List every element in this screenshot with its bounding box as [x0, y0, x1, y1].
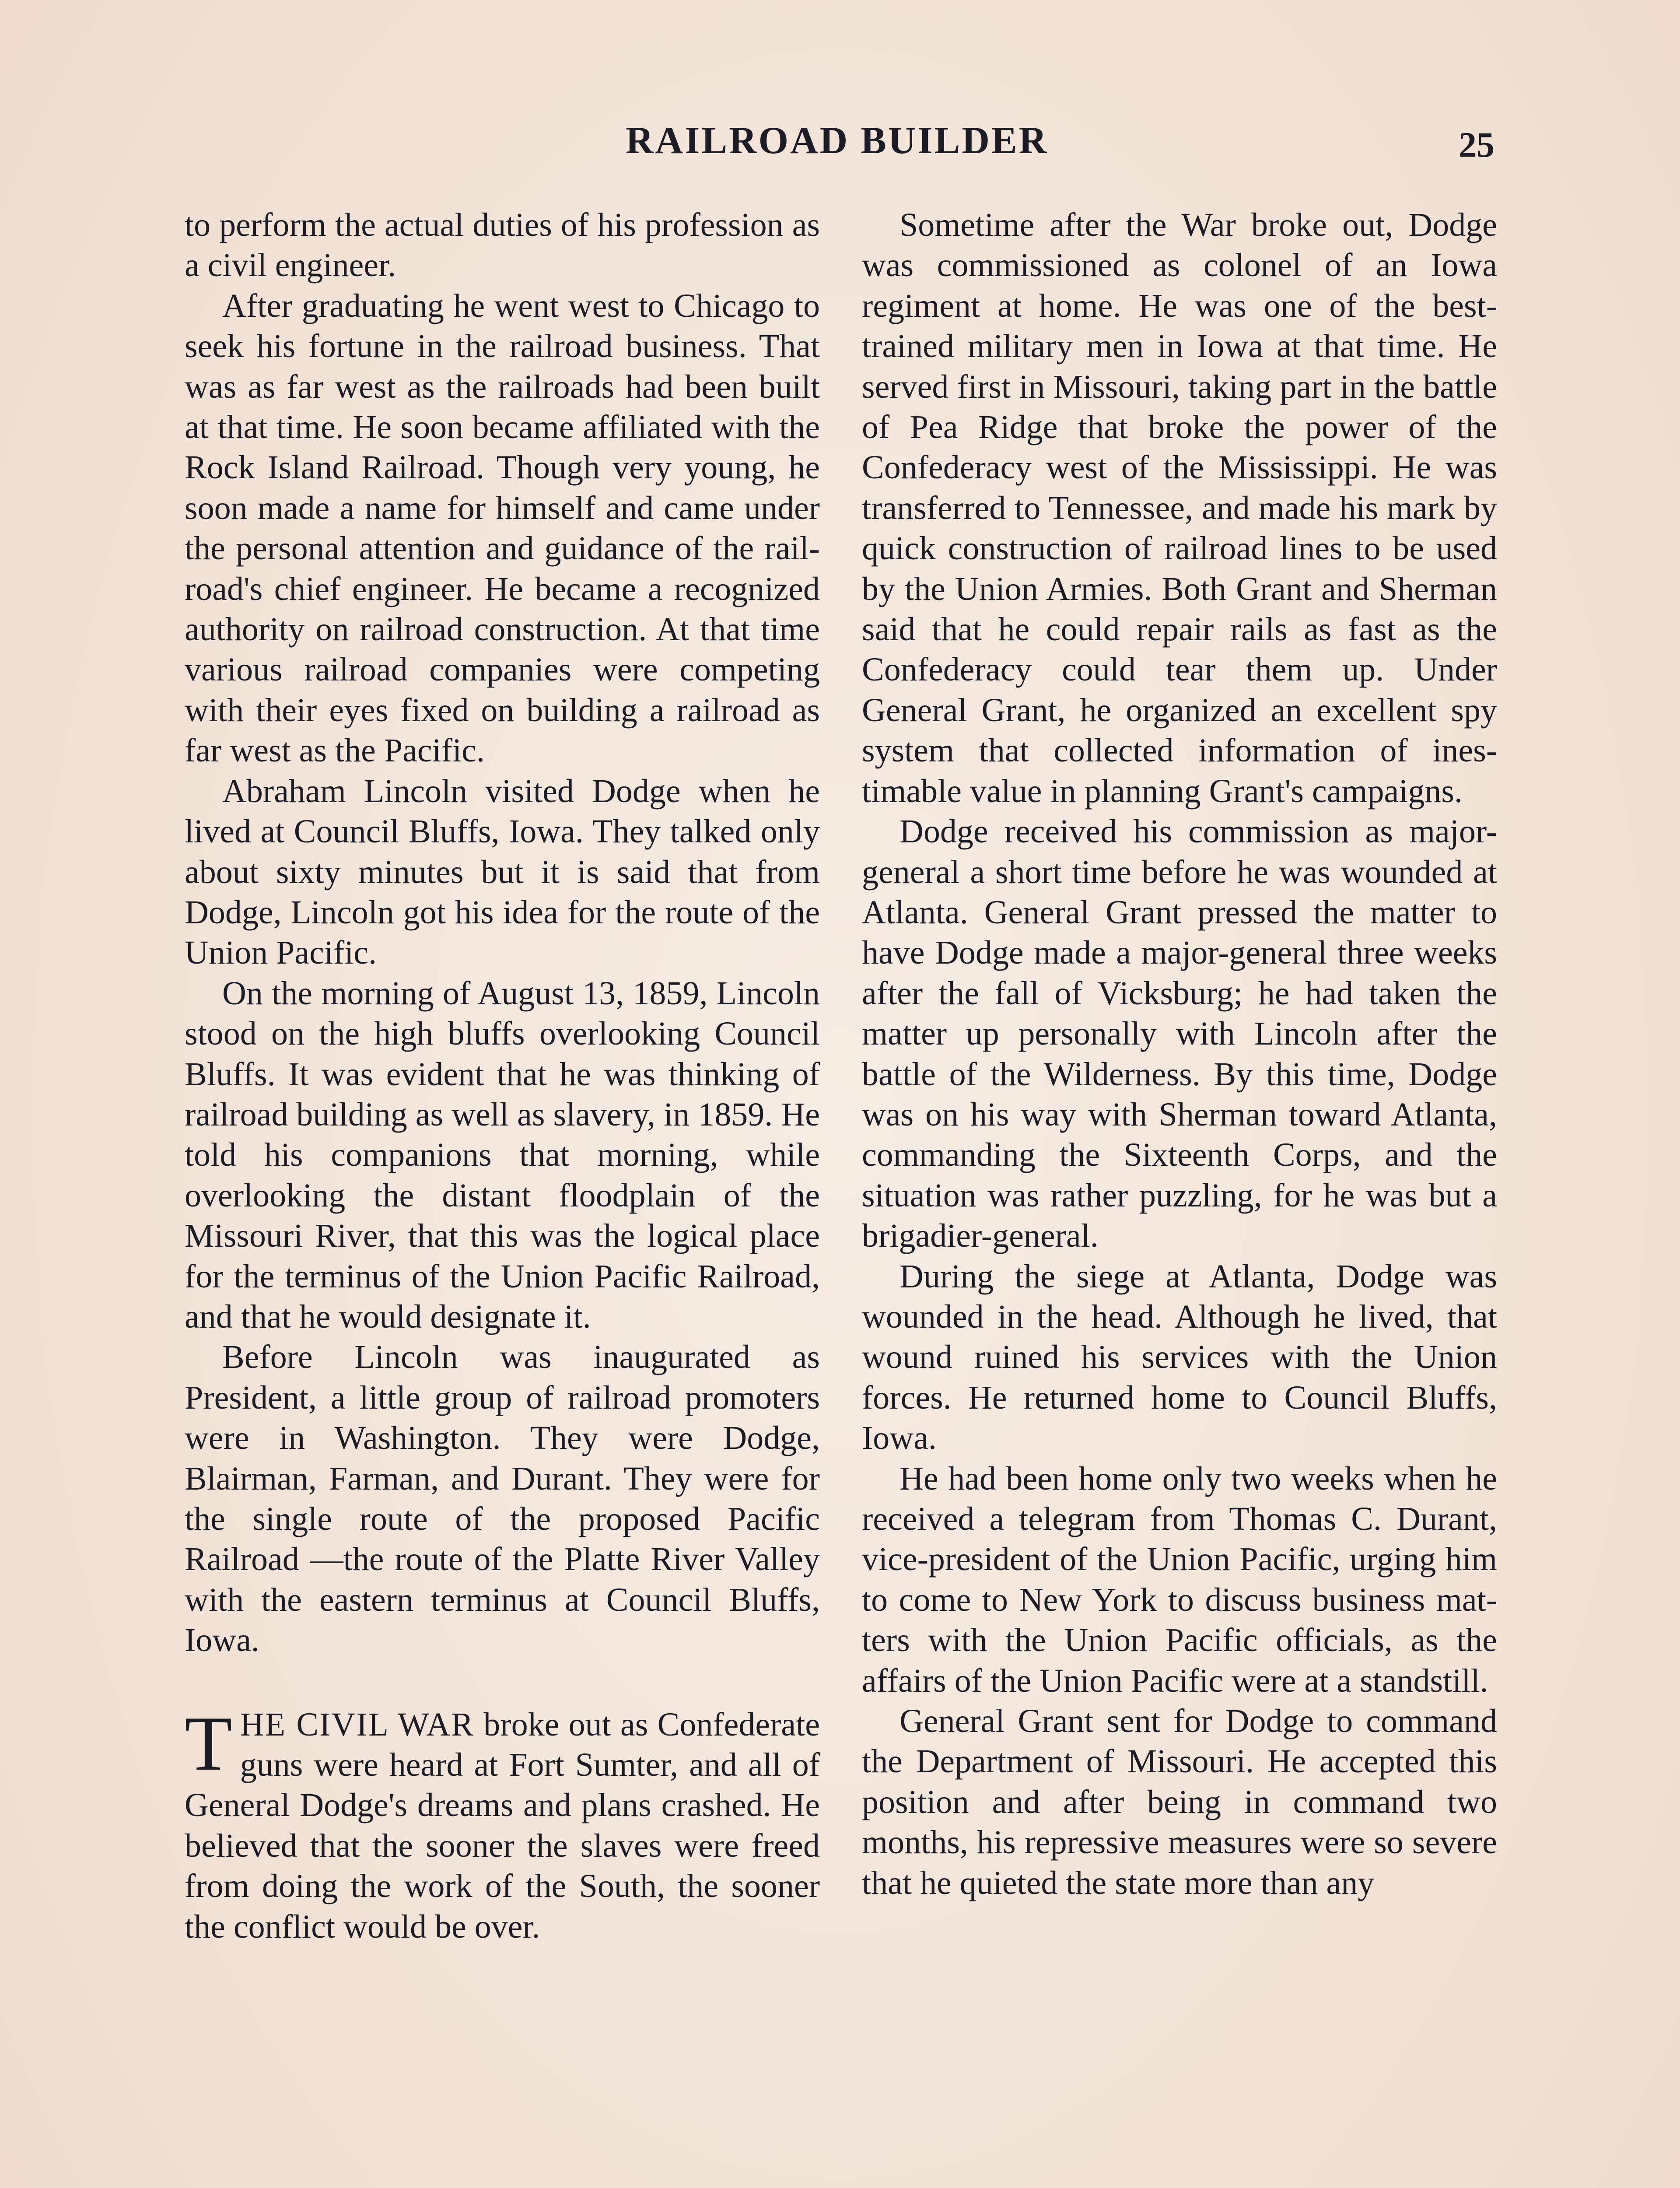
paragraph: Dodge received his commission as major-general a short time before he was wounded at Atlanta. General Grant pressed the matter to have Dodge made a major-general three weeks after the fall of Vicksburg; he had taken the matter up personally with Lincoln after the battle of the Wilderness. By this time, Dodge was on his way with Sherman toward Atlanta, commanding the Sixteenth Corps, and the situation was rather puzzling, for he was but a brigadier-general.: [862, 813, 1497, 1255]
right-column: [862, 205, 1497, 1903]
paragraph: Before Lincoln was inaugurated as President, a little group of railroad promoters were in Washington. They were Dodge, Blairman, Farman, and Durant. They were for the single route of the proposed Pacific Railroad —the route of the Platte River Valley with the eastern terminus at Council Bluffs, Iowa.: [185, 1339, 820, 1659]
paragraph-continued: to perform the actual duties of his profession as a civil engineer.: [185, 207, 820, 284]
paragraph: Sometime after the War broke out, Dodge was commissioned as colonel of an Iowa regiment at home. He was one of the best-trained military men in Iowa at that time. He served first in Missouri, taking part in the battle of Pea Ridge that broke the power of the Confederacy west of the Mississippi. He was transferred to Tennessee, and made his mark by quick construction of railroad lines to be used by the Union Armies. Both Grant and Sherman said that he could repair rails as fast as the Confederacy could tear them up. Under General Grant, he organized an excellent spy system that collected information of inestimable value in planning Grant's campaigns.: [862, 207, 1497, 810]
paragraph: On the morning of August 13, 1859, Lincoln stood on the high bluffs overlooking Council Bluffs. It was evident that he was thinking of railroad building as well as slavery, in 1859. He told his companions that morning, while overlooking the distant floodplain of the Missouri River, that this was the logical place for the terminus of the Union Pacific Railroad, and that he would designate it.: [185, 975, 820, 1335]
section-opening-text: broke out as Confederate guns were heard at Fort Sumter, and all of General Dodge's dreams and plans crashed. He believed that the sooner the slaves were freed from doing the work of the South, the sooner the conflict would be over.: [185, 1706, 820, 1945]
paragraph: After graduating he went west to Chicago to seek his fortune in the railroad business. That was as far west as the railroads had been built at that time. He soon became affiliated with the Rock Island Railroad. Though very young, he soon made a name for himself and came under the personal attention and guidance of the railroad's chief engineer. He became a recognized authority on railroad construction. At that time various railroad companies were competing with their eyes fixed on building a railroad as far west as the Pacific.: [185, 287, 820, 769]
running-head: RAILROAD BUILDER: [626, 119, 1049, 162]
paragraph: He had been home only two weeks when he received a telegram from Thomas C. Durant, vice-president of the Union Pacific, urging him to come to New York to discuss business matters with the Union Pacific officials, as the affairs of the Union Pacific were at a standstill.: [862, 1460, 1497, 1699]
paragraph: During the siege at Atlanta, Dodge was wounded in the head. Although he lived, that wound ruined his services with the Union forces. He returned home to Council Bluffs, Iowa.: [862, 1258, 1497, 1457]
paragraph: General Grant sent for Dodge to command the Department of Missouri. He accepted this position and after being in command two months, his repressive measures were so severe that he quieted the state more than any: [862, 1703, 1497, 1901]
left-column: [185, 205, 820, 1947]
drop-cap: T: [185, 1700, 232, 1787]
page-number: 25: [1459, 125, 1494, 165]
section-lead-words: HE CIVIL WAR: [240, 1706, 474, 1743]
paragraph: Abraham Lincoln visited Dodge when he lived at Council Bluffs, Iowa. They talked only about sixty minutes but it is said that from Dodge, Lincoln got his idea for the route of the Union Pacific.: [185, 772, 820, 971]
section-opening-paragraph: [185, 1700, 820, 1947]
